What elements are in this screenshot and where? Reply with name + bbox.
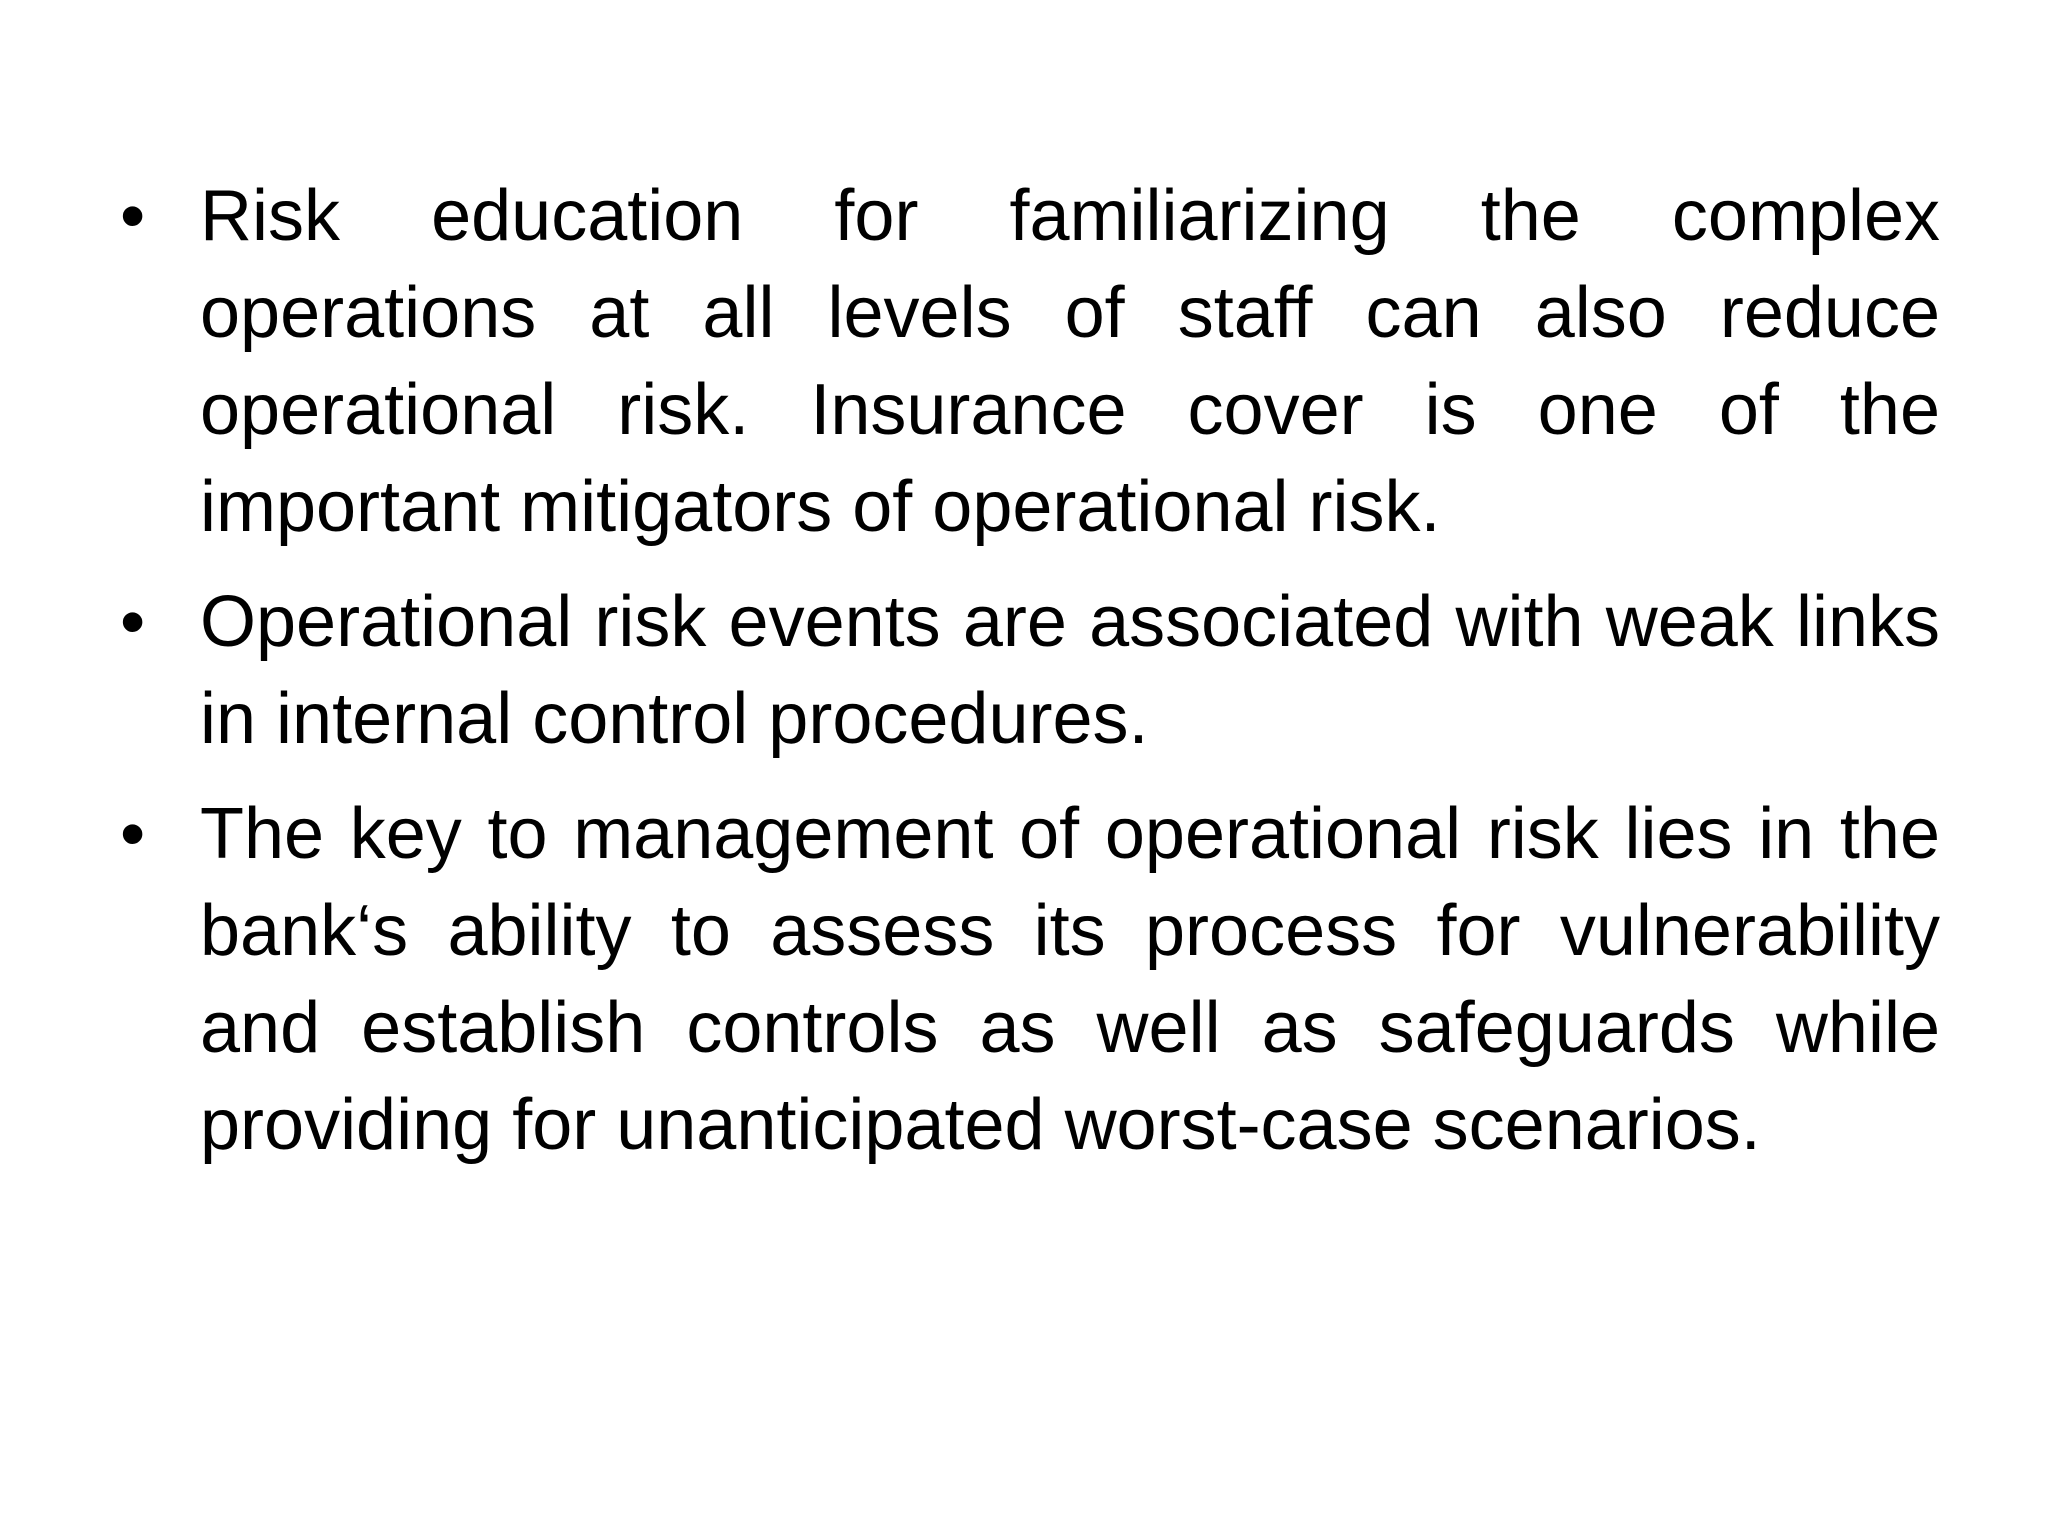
bullet-list [120,168,1940,1192]
bullet-text: Risk education for familiarizing the complex operations at all levels of staff can also reduce operational risk. Insurance cover is one of the important mitigators of operational risk. [200,176,1940,547]
bullet-item-2 [120,574,1940,768]
bullet-item-3 [120,786,1940,1174]
bullet-item-1 [120,168,1940,556]
bullet-text: Operational risk events are associated with weak links in internal control procedures. [200,582,1940,759]
bullet-icon: • [120,176,146,256]
bullet-icon: • [120,582,146,662]
bullet-icon: • [120,794,146,874]
bullet-text: The key to management of operational risk lies in the bank‘s ability to assess its process for vulnerability and establish controls as well as safeguards while providing for unanticipated worst-case scenarios. [200,794,1940,1165]
